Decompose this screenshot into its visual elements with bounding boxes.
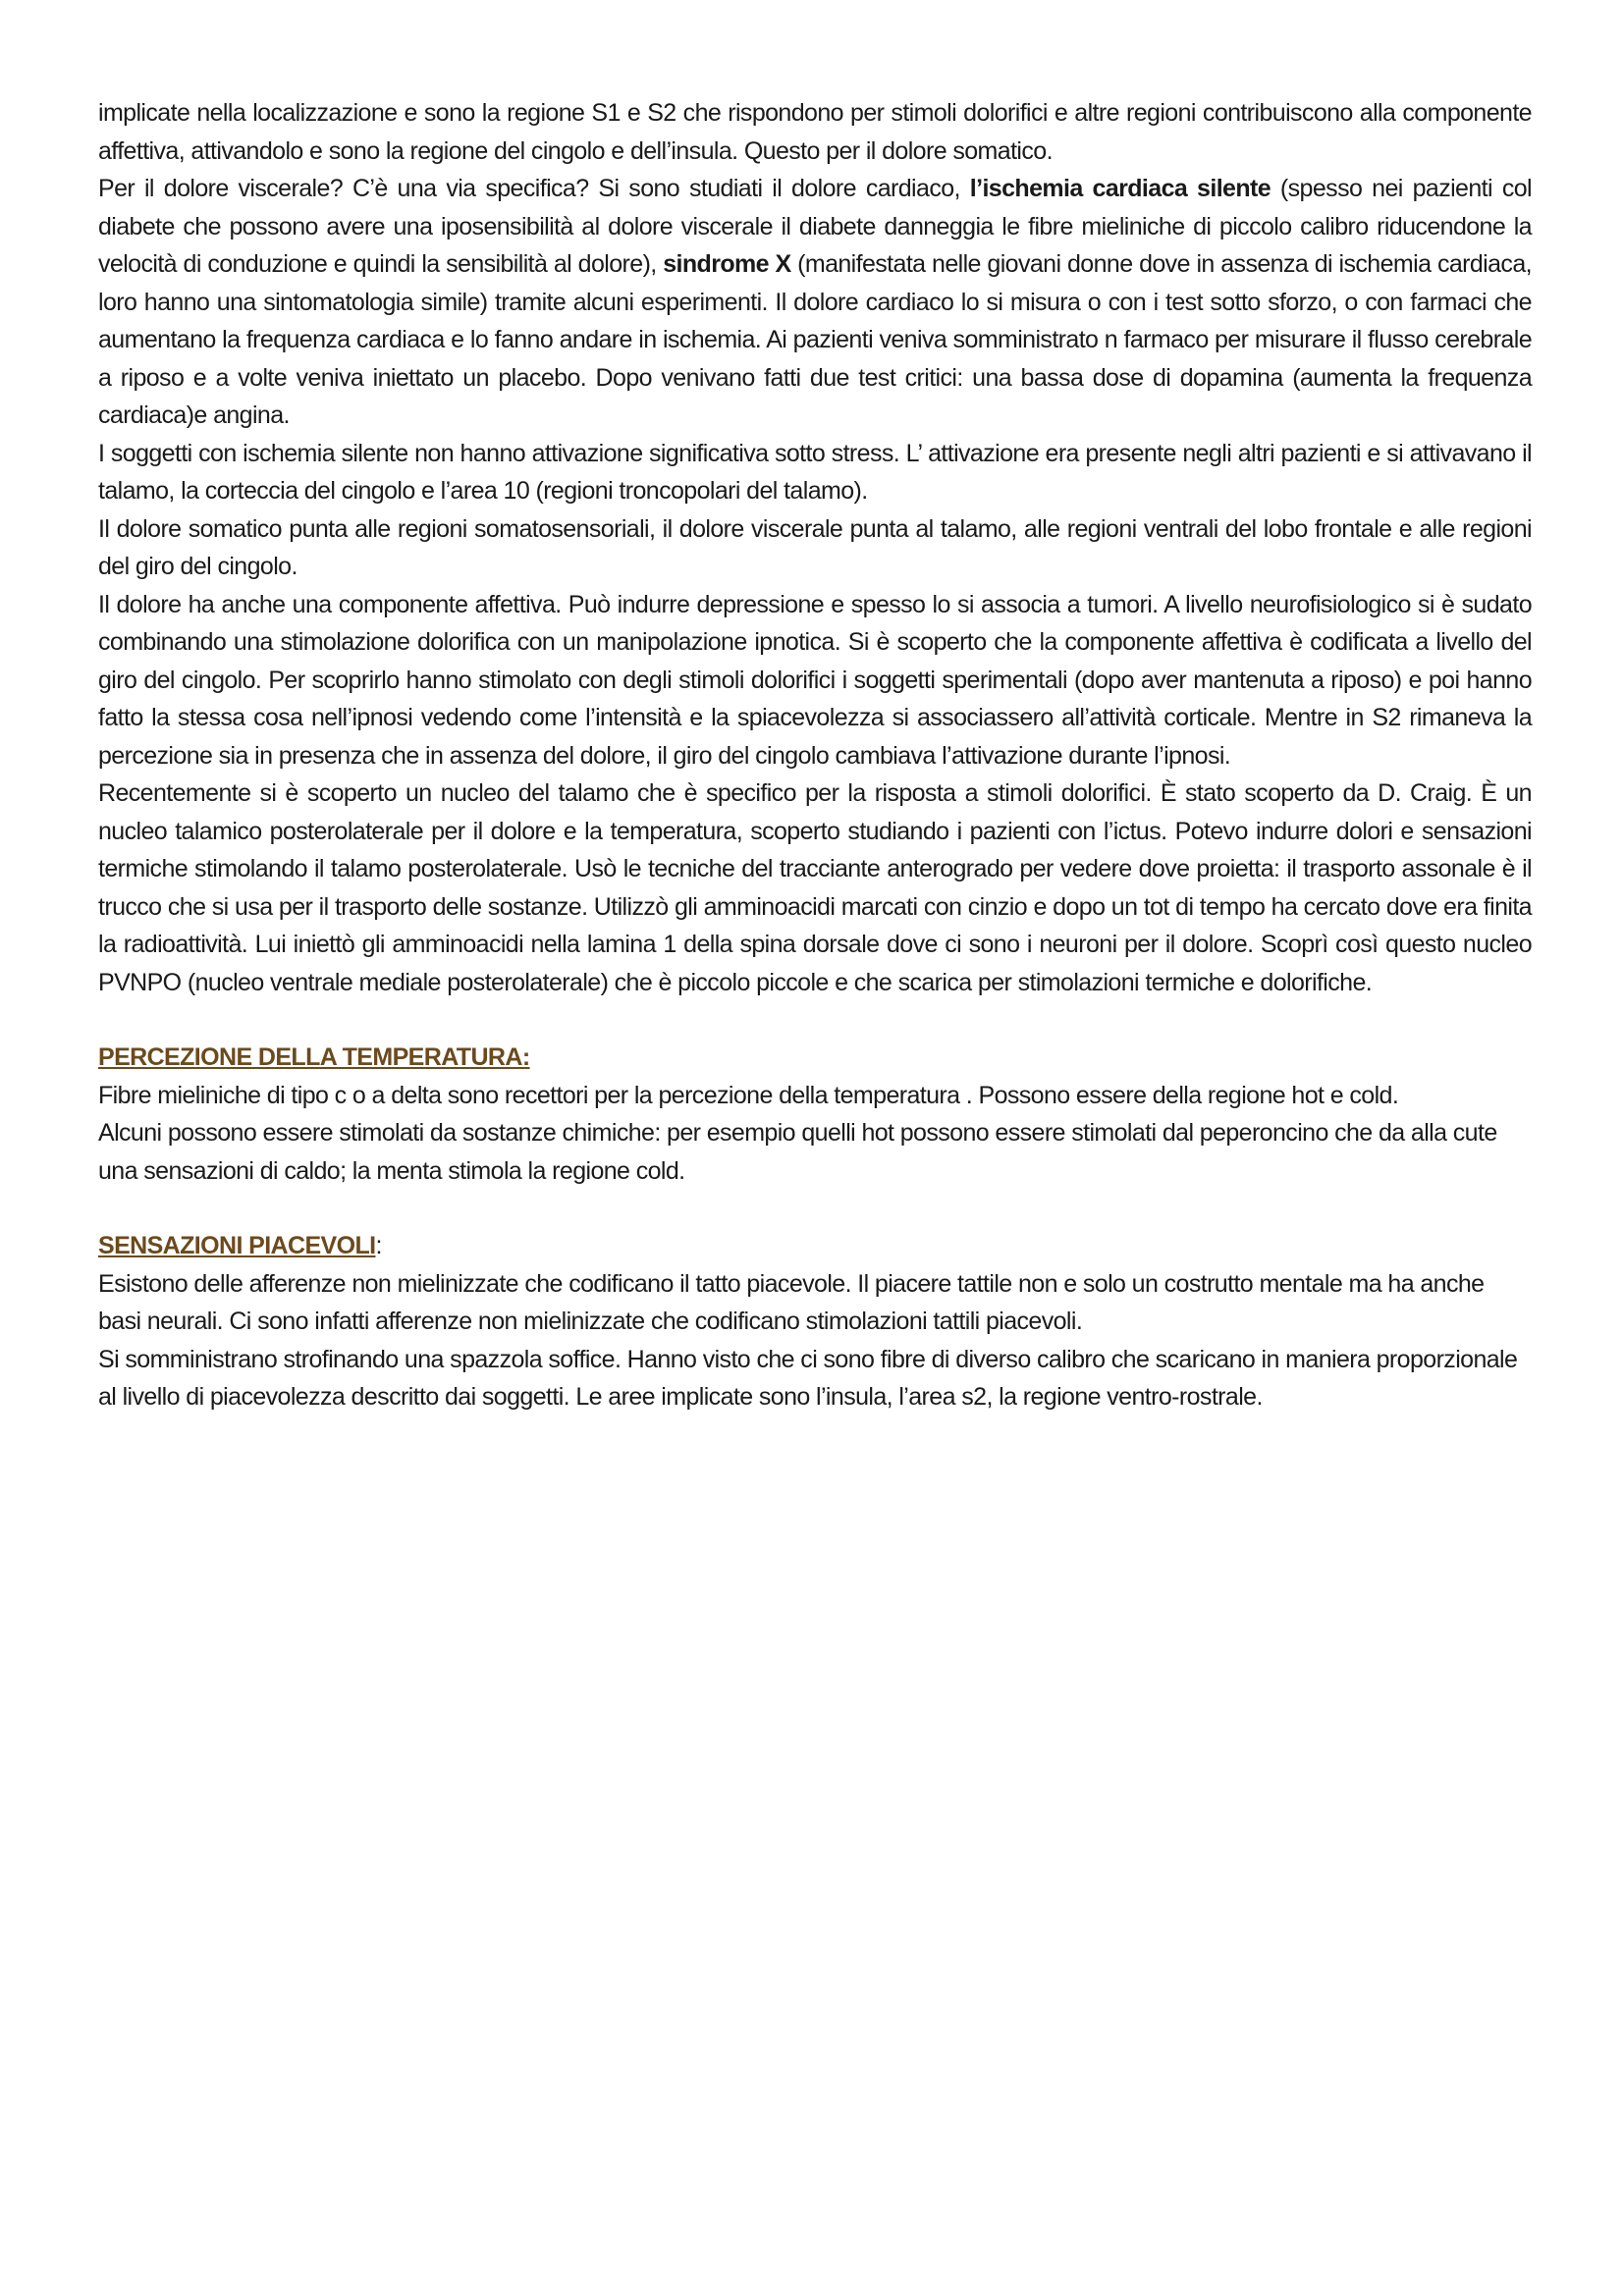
pleasant-line-1: Esistono delle afferenze non mielinizzate che codificano il tatto piacevole. Il piacere tattile non e solo un costrutto mentale ma ha anche basi neurali. Ci sono infatti afferenze non mielinizzate che codificano stimolazioni tattili piacevoli. [98,1269,1485,1335]
section-spacer [98,1001,1532,1039]
section-spacer [98,1190,1532,1227]
paragraph-silent-ischemia-results: I soggetti con ischemia silente non hanno attivazione significativa sotto stress. L’ attivazione era presente negli altri pazienti e si attivavano il talamo, la corteccia del cingolo e l’area 10 (regioni troncopolari del talamo). [98,439,1532,505]
temperature-line-2: Alcuni possono essere stimolati da sostanze chimiche: per esempio quelli hot possono essere stimolati dal peperoncino che da alla cute una sensazioni di caldo; la menta stimola la regione cold. [98,1119,1497,1185]
section-heading-line [98,1039,1532,1077]
temperature-line-1: Fibre mieliniche di tipo c o a delta sono recettori per la percezione della temperatura . Possono essere della regione hot e cold. [98,1081,1399,1109]
section-temperature [98,1039,1532,1190]
paragraph-affective-component: Il dolore ha anche una componente affettiva. Può indurre depressione e spesso lo si associa a tumori. A livello neurofisiologico si è sudato combinando una stimolazione dolorifica con un manipolazione ipnotica. Si è scoperto che la componente affettiva è codificata a livello del giro del cingolo. Per scoprirlo hanno stimolato con degli stimoli dolorifici i soggetti sperimentali (dopo aver mantenuta a riposo) e poi hanno fatto la stessa cosa nell’ipnosi vedendo come l’intensità e la spiacevolezza si associassero all’attività corticale. Mentre in S2 rimaneva la percezione sia in presenza che in assenza del dolore, il giro del cingolo cambiava l’attivazione durante l’ipnosi. [98,590,1532,770]
heading-colon: : [375,1232,382,1259]
paragraph-visceral-pain: Per il dolore viscerale? C’è una via specifica? Si sono studiati il dolore cardiaco, l’ischemia cardiaca silente (spesso nei pazienti col diabete che possono avere una iposensibilità al dolore viscerale il diabete danneggia le fibre mieliniche di piccolo calibro riducendone la velocità di conduzione e quindi la sensibilità al dolore), sindrome X (manifestata nelle giovani donne dove in assenza di ischemia cardiaca, loro hanno una sintomatologia simile) tramite alcuni esperimenti. Il dolore cardiaco lo si misura o con i test sotto sforzo, o con farmaci che aumentano la frequenza cardiaca e lo fanno andare in ischemia. Ai pazienti veniva somministrato n farmaco per misurare il flusso cerebrale a riposo e a volte veniva iniettato un placebo. Dopo venivano fatti due test critici: una bassa dose di dopamina (aumenta la frequenza cardiaca)e angina. [98,175,1532,429]
paragraph-thalamic-nucleus: Recentemente si è scoperto un nucleo del talamo che è specifico per la risposta a stimoli dolorifici. È stato scoperto da D. Craig. È un nucleo talamico posterolaterale per il dolore e la temperatura, scoperto studiando i pazienti con l’ictus. Potevo indurre dolori e sensazioni termiche stimolando il talamo posterolaterale. Usò le tecniche del tracciante anterogrado per vedere dove proietta: il trasporto assonale è il trucco che si usa per il trasporto delle sostanze. Utilizzò gli amminoacidi marcati con cinzio e dopo un tot di tempo ha cercato dove era finita la radioattività. Lui iniettò gli amminoacidi nella lamina 1 della spina dorsale dove ci sono i neuroni per il dolore. Scoprì così questo nucleo PVNPO (nucleo ventrale mediale posterolaterale) che è piccolo piccole e che scarica per stimolazioni termiche e dolorifiche. [98,779,1532,996]
pleasant-line-2: Si somministrano strofinando una spazzola soffice. Hanno visto che ci sono fibre di diverso calibro che scaricano in maniera proporzionale al livello di piacevolezza descritto dai soggetti. Le aree implicate sono l’insula, l’area s2, la regione ventro-rostrale. [98,1345,1518,1411]
section-heading-line [98,1227,1532,1265]
section-heading-pleasant: SENSAZIONI PIACEVOLI [98,1232,376,1259]
document-page [98,94,1532,1416]
paragraph-somatic-vs-visceral: Il dolore somatico punta alle regioni somatosensoriali, il dolore viscerale punta al talamo, alle regioni ventrali del lobo frontale e alle regioni del giro del cingolo. [98,514,1532,580]
section-pleasant-sensations [98,1227,1532,1416]
body-text-top [98,94,1532,1001]
term-silent-ischemia: l’ischemia cardiaca silente [969,175,1271,202]
section-heading-temperature: PERCEZIONE DELLA TEMPERATURA: [98,1043,530,1071]
paragraph-somatic-regions: implicate nella localizzazione e sono la regione S1 e S2 che rispondono per stimoli dolorifici e altre regioni contribuiscono alla componente affettiva, attivandolo e sono la regione del cingolo e dell’insula. Questo per il dolore somatico. [98,99,1532,165]
term-syndrome-x: sindrome X [663,250,791,278]
